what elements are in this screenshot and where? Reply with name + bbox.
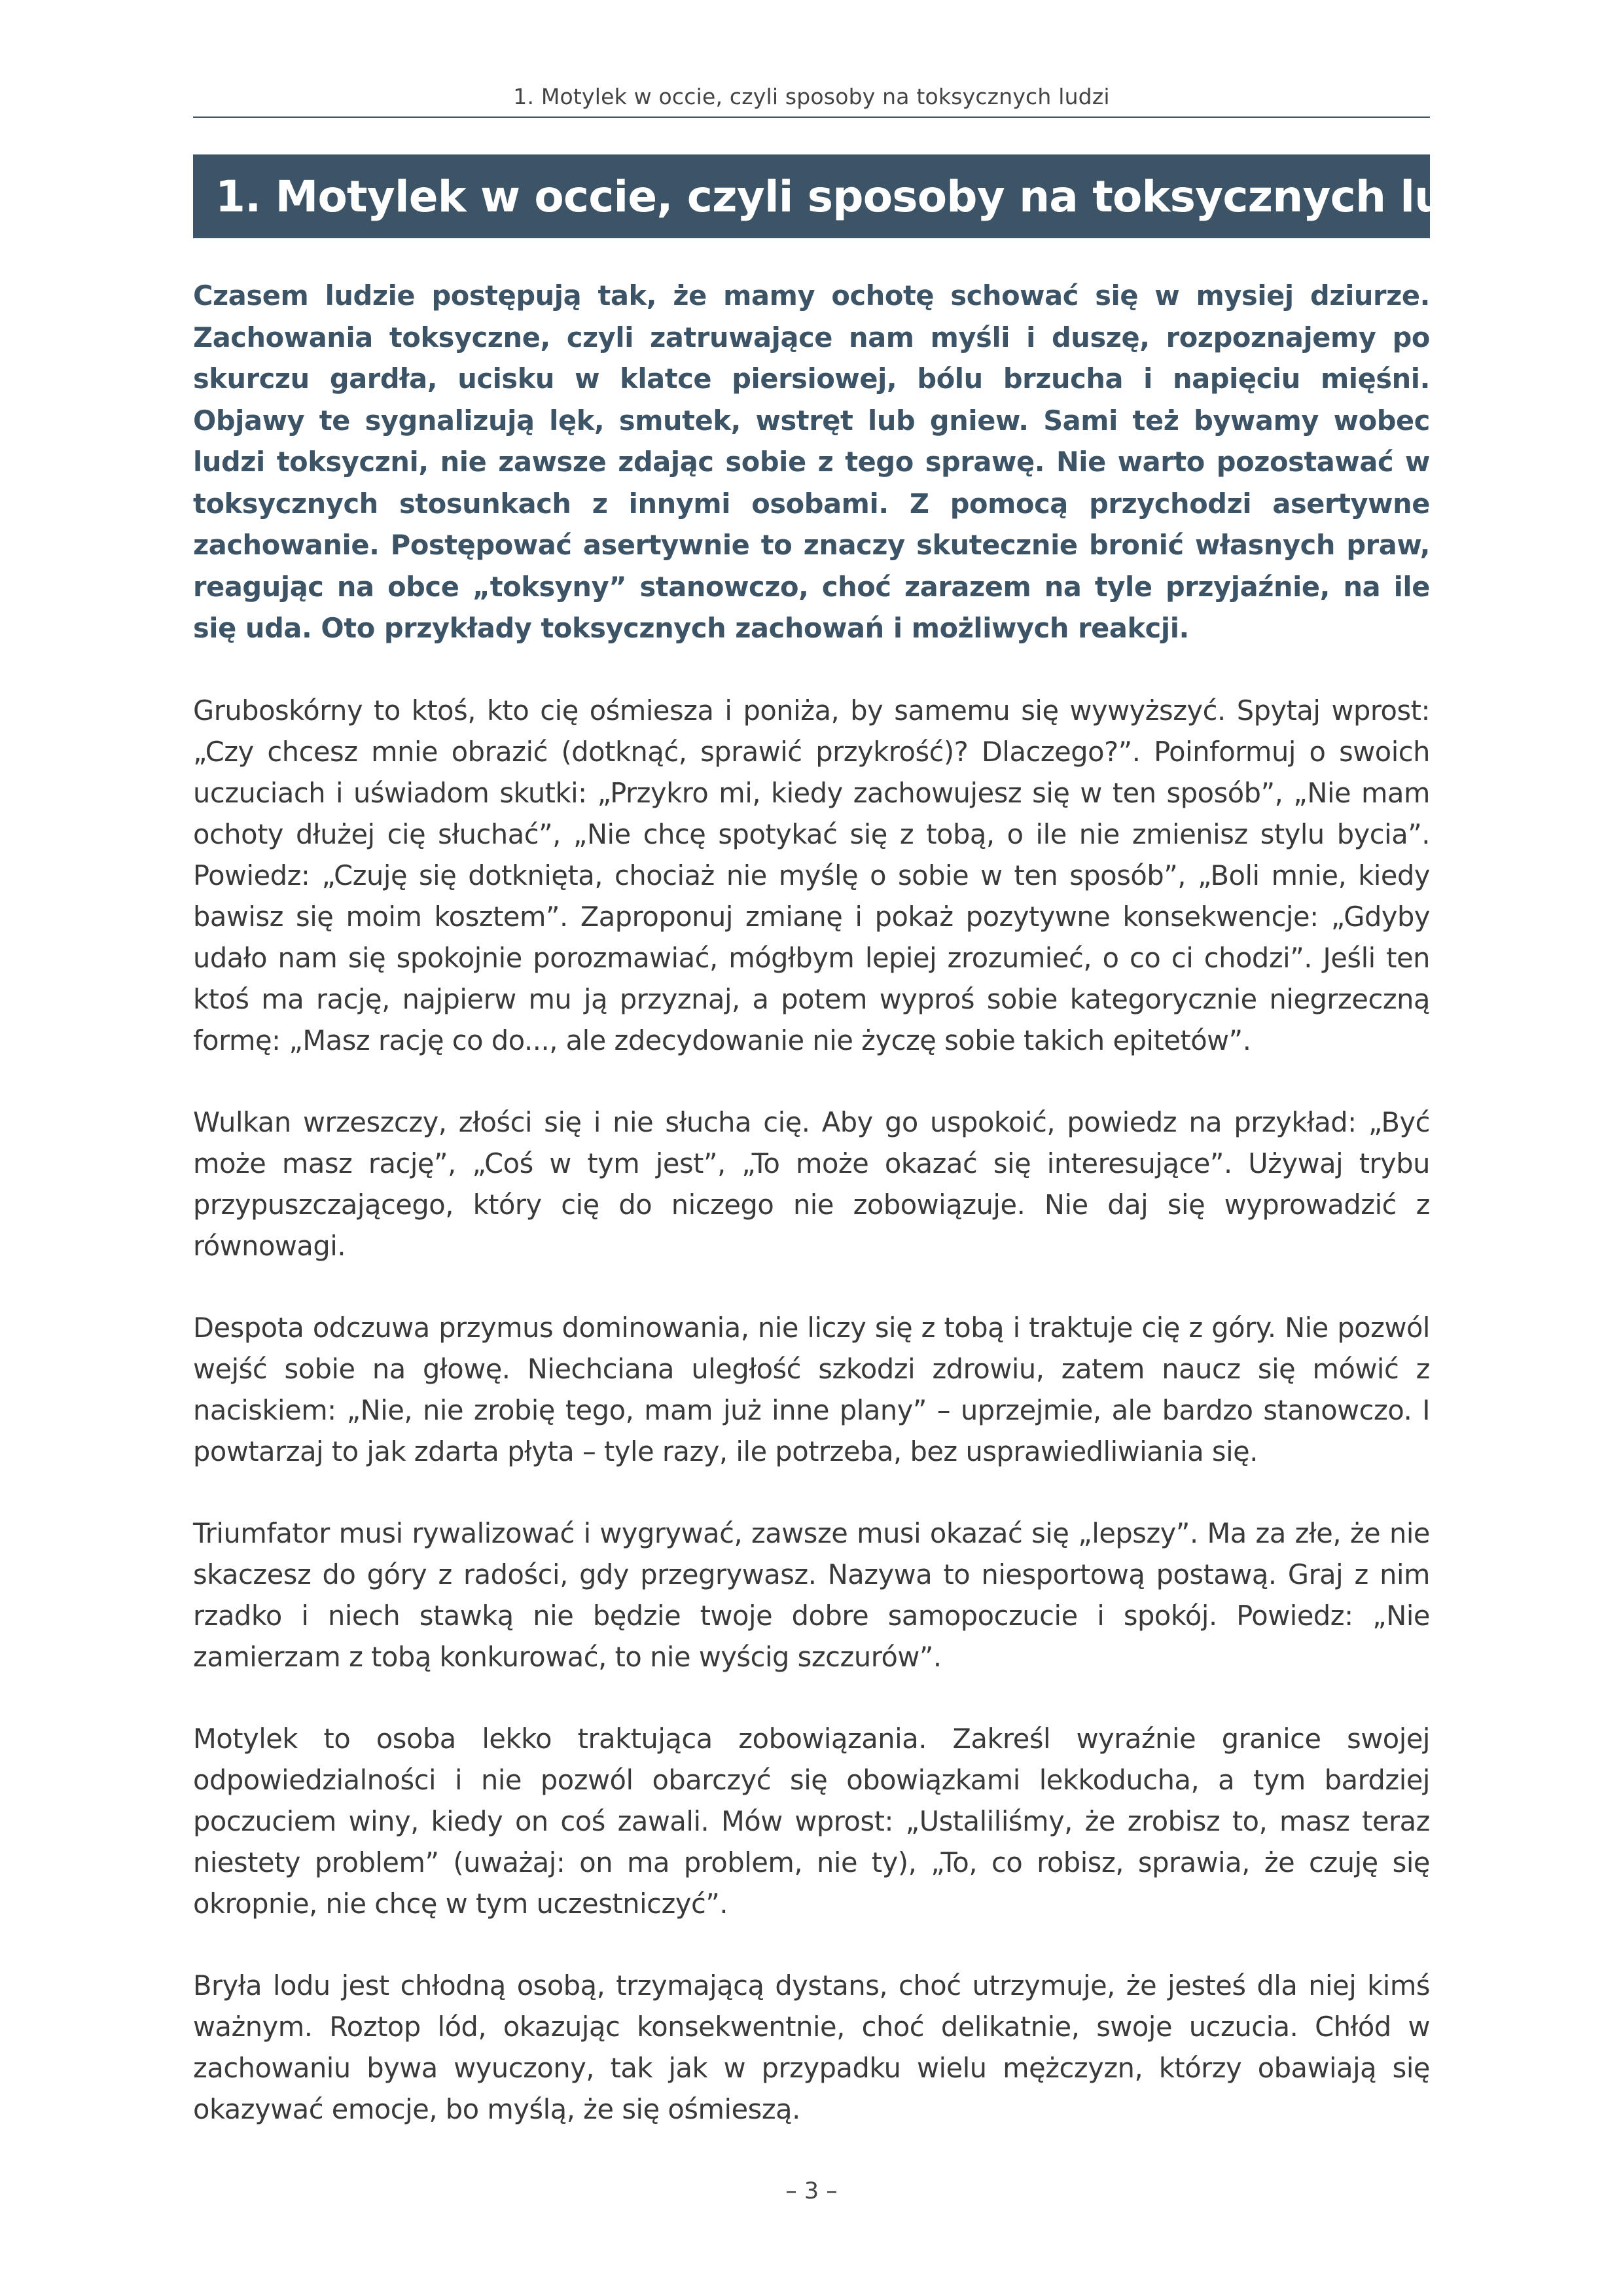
paragraph-despota: Despota odczuwa przymus dominowania, nie liczy się z tobą i traktuje cię z góry. Nie pozwól wejść sobie na głowę. Niechciana uległość szkodzi zdrowiu, zatem naucz się mówić z naciskiem: „Nie, nie zrobię tego, mam już inne plany” – uprzejmie, ale bardzo stanowczo. I powtarzaj to jak zdarta płyta – tyle razy, ile potrzeba, bez usprawiedliwiania się.	[193, 1311, 1430, 1467]
chapter-title: 1. Motylek w occie, czyli sposoby na toksycznych ludzi	[215, 171, 1514, 222]
page-content	[193, 275, 1430, 2170]
running-header: 1. Motylek w occie, czyli sposoby na toksycznych ludzi	[193, 73, 1430, 118]
paragraph-triumfator: Triumfator musi rywalizować i wygrywać, zawsze musi okazać się „lepszy”. Ma za złe, że nie skaczesz do góry z radości, gdy przegrywasz. Nazywa to niesportową postawą. Graj z nim rzadko i niech stawką nie będzie twoje dobre samopoczucie i spokój. Powiedz: „Nie zamierzam z tobą konkurować, to nie wyścig szczurów”.	[193, 1516, 1430, 1673]
paragraph-bryla-lodu: Bryła lodu jest chłodną osobą, trzymającą dystans, choć utrzymuje, że jesteś dla niej kimś ważnym. Roztop lód, okazując konsekwentnie, choć delikatnie, swoje uczucia. Chłód w zachowaniu bywa wyuczony, tak jak w przypadku wielu mężczyzn, którzy obawiają się okazywać emocje, bo myślą, że się ośmieszą.	[193, 1969, 1430, 2125]
chapter-banner	[193, 154, 1514, 238]
chapter-lead: Czasem ludzie postępują tak, że mamy ochotę schować się w mysiej dziurze. Zachowania toksyczne, czyli zatruwające nam myśli i duszę, rozpoznajemy po skurczu gardła, ucisku w klatce piersiowej, bólu brzucha i napięciu mięśni. Objawy te sygnalizują lęk, smutek, wstręt lub gniew. Sami też bywamy wobec ludzi toksyczni, nie zawsze zdając sobie z tego sprawę. Nie warto pozostawać w toksycznych stosunkach z innymi osobami. Z pomocą przychodzi asertywne zachowanie. Postępować asertywnie to znaczy skutecznie bronić własnych praw, reagując na obce „toksyny” stanowczo, choć zarazem na tyle przyjaźnie, na ile się uda. Oto przykłady toksycznych zachowań i możliwych reakcji.	[193, 279, 1430, 644]
paragraph-gruboskorny: Gruboskórny to ktoś, kto cię ośmiesza i poniża, by samemu się wywyższyć. Spytaj wprost: „Czy chcesz mnie obrazić (dotknąć, sprawić przykrość)? Dlaczego?”. Poinformuj o swoich uczuciach i uświadom skutki: „Przykro mi, kiedy zachowujesz się w ten sposób”, „Nie mam ochoty dłużej cię słuchać”, „Nie chcę spotykać się z tobą, o ile nie zmienisz stylu bycia”. Powiedz: „Czuję się dotknięta, chociaż nie myślę o sobie w ten sposób”, „Boli mnie, kiedy bawisz się moim kosztem”. Zaproponuj zmianę i pokaż pozytywne konsekwencje: „Gdyby udało nam się spokojnie porozmawiać, mógłbym lepiej zrozumieć, o co ci chodzi”. Jeśli ten ktoś ma rację, najpierw mu ją przyznaj, a potem wyproś sobie kategorycznie niegrzeczną formę: „Masz rację co do..., ale zdecydowanie nie życzę sobie takich epitetów”.	[193, 694, 1430, 1056]
paragraph-wulkan: Wulkan wrzeszczy, złości się i nie słucha cię. Aby go uspokoić, powiedz na przykład: „Być może masz rację”, „Coś w tym jest”, „To może okazać się interesujące”. Używaj trybu przypuszczającego, który cię do niczego nie zobowiązuje. Nie daj się wyprowadzić z równowagi.	[193, 1105, 1430, 1262]
paragraph-motylek: Motylek to osoba lekko traktująca zobowiązania. Zakreśl wyraźnie granice swojej odpowiedzialności i nie pozwól obarczyć się obowiązkami lekkoducha, a tym bardziej poczuciem winy, kiedy on coś zawali. Mów wprost: „Ustaliliśmy, że zrobisz to, masz teraz niestety problem” (uważaj: on ma problem, nie ty), „To, co robisz, sprawia, że czuję się okropnie, nie chcę w tym uczestniczyć”.	[193, 1722, 1430, 1920]
page-number: – 3 –	[785, 2178, 838, 2204]
